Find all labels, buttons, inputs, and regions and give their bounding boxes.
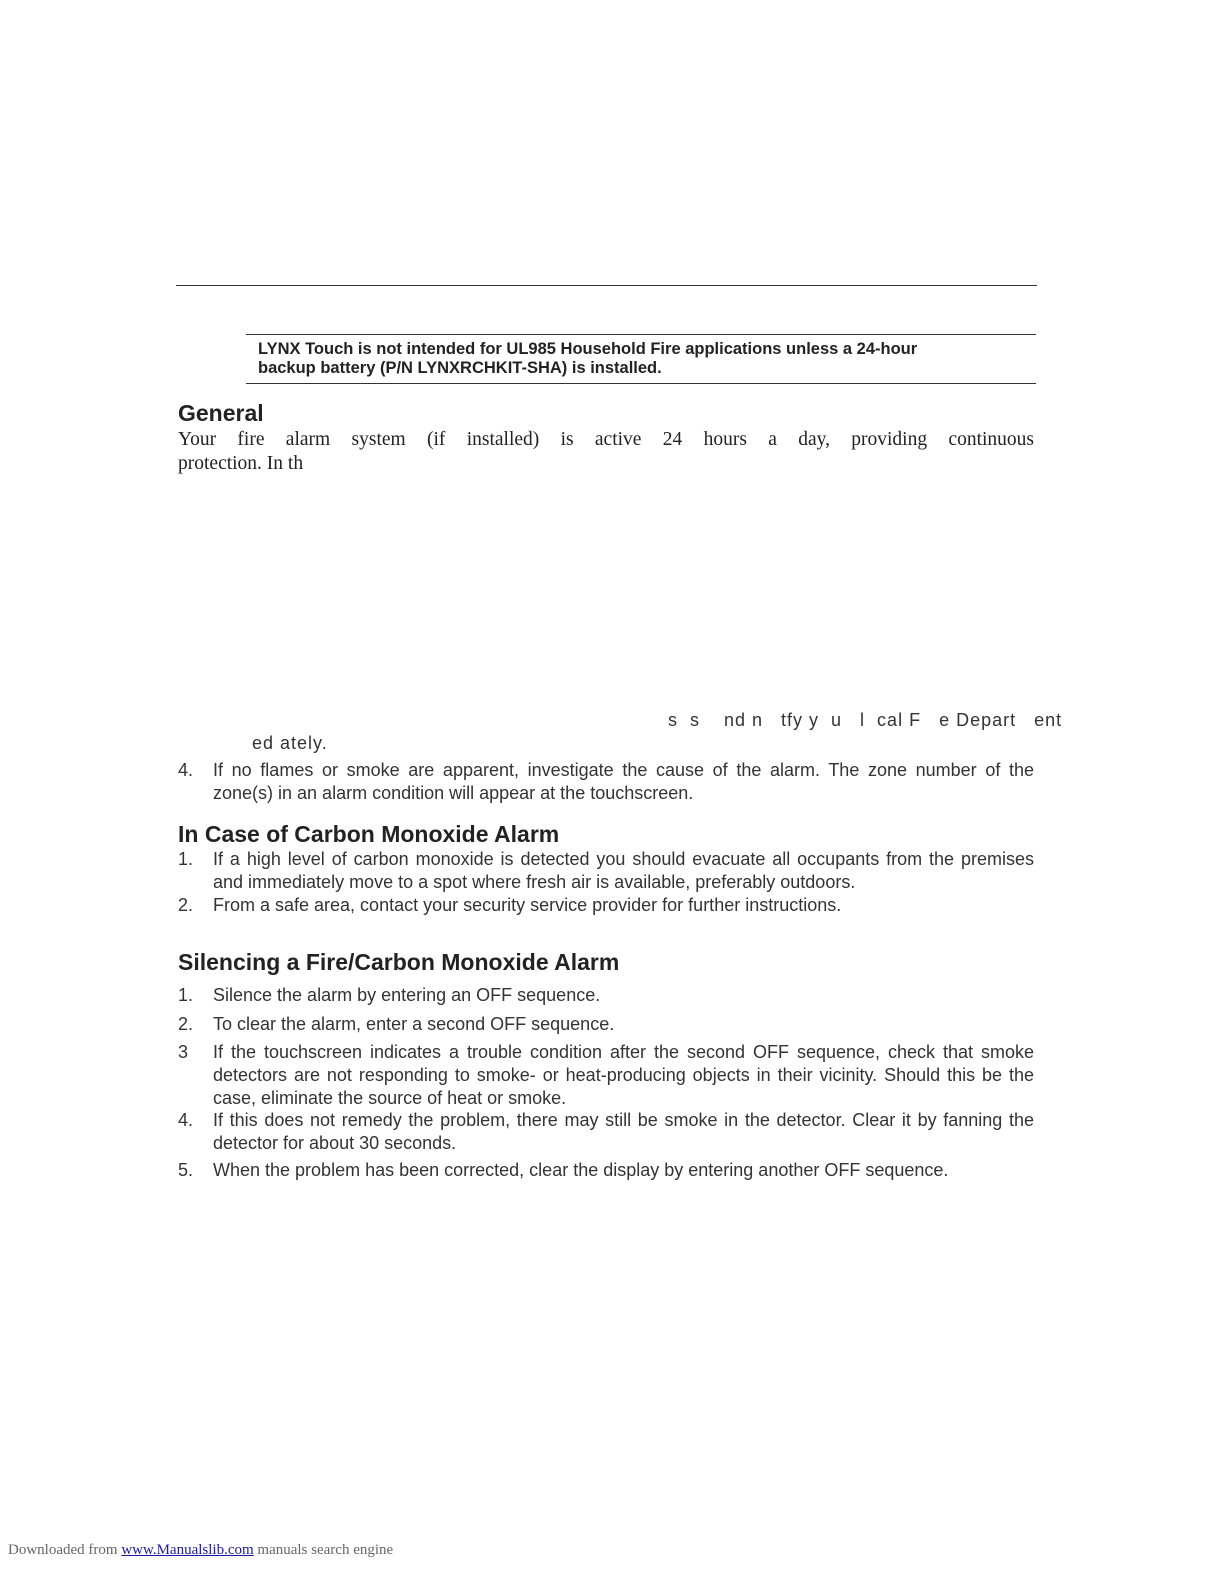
list-number: 4.: [178, 1110, 194, 1130]
list-number: 5.: [178, 1160, 194, 1180]
fire-list-item-4: [178, 759, 1034, 807]
fire-partial-line: s s nd n tfy y u l cal F e Depart ent: [668, 710, 1063, 730]
general-heading: General: [178, 400, 264, 426]
list-text: Silence the alarm by entering an OFF sequence.: [213, 985, 601, 1005]
list-text: If a high level of carbon monoxide is detected you should evacuate all occupants from the premises and immediately move to a spot where fresh air is available, preferably outdoors.: [213, 849, 1034, 892]
co-alarm-heading: In Case of Carbon Monoxide Alarm: [178, 821, 560, 847]
list-text: If this does not remedy the problem, there may still be smoke in the detector. Clear it by fanning the detector for about 30 seconds.: [213, 1110, 1034, 1153]
list-text: If the touchscreen indicates a trouble condition after the second OFF sequence, check that smoke detectors are not responding to smoke- or heat-producing objects in their vicinity. Should this be the case, eliminate the source of heat or smoke.: [213, 1042, 1034, 1108]
list-number: 3: [178, 1042, 189, 1062]
list-text: When the problem has been corrected, clear the display by entering another OFF sequence.: [213, 1160, 949, 1180]
list-text: From a safe area, contact your security service provider for further instructions.: [213, 895, 842, 915]
top-rule: [176, 285, 1037, 286]
manualslib-link[interactable]: www.Manualslib.com: [121, 1542, 254, 1558]
notice-box: [246, 334, 1036, 384]
footer-download-note: [8, 1542, 393, 1559]
general-line-1: Your fire alarm system (if installed) is active 24 hours a day, providing continuous: [178, 429, 1034, 450]
list-number: 2.: [178, 1014, 194, 1034]
footer-suffix: manuals search engine: [253, 1542, 394, 1558]
list-text: If no flames or smoke are apparent, investigate the cause of the alarm. The zone number of the zone(s) in an alarm condition will appear at the touchscreen.: [213, 760, 1034, 803]
silencing-heading: Silencing a Fire/Carbon Monoxide Alarm: [178, 949, 620, 975]
notice-line-1: LYNX Touch is not intended for UL985 Household Fire applications unless a 24-hour: [258, 340, 918, 358]
footer-prefix: Downloaded from: [8, 1542, 122, 1558]
list-number: 2.: [178, 895, 194, 915]
fire-partial-line-2: ed ately.: [252, 733, 328, 753]
list-number: 4.: [178, 760, 194, 780]
list-number: 1.: [178, 849, 194, 869]
list-text: To clear the alarm, enter a second OFF sequence.: [213, 1014, 615, 1034]
notice-line-2: backup battery (P/N LYNXRCHKIT-SHA) is installed.: [258, 359, 662, 377]
list-number: 1.: [178, 985, 194, 1005]
general-line-2: protection. In th: [178, 453, 304, 474]
